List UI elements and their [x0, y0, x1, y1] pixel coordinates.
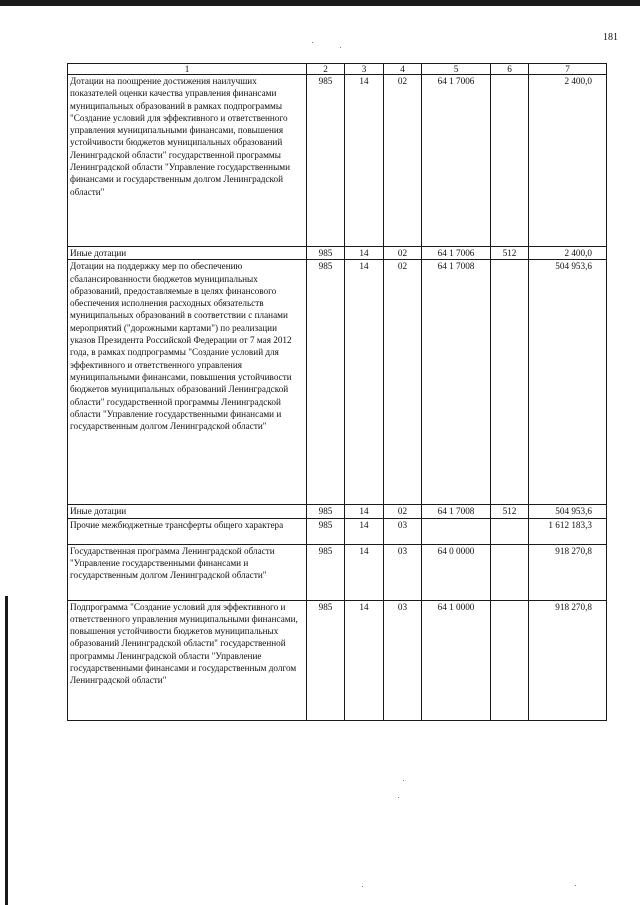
table-row	[68, 600, 607, 720]
cell-subsection: 02	[384, 505, 422, 518]
cell-ministry-code: 985	[307, 247, 345, 260]
scan-speck	[340, 47, 341, 48]
cell-target-article: 64 0 0000	[422, 544, 491, 600]
cell-section: 14	[345, 260, 384, 505]
cell-amount: 918 270,8	[529, 600, 607, 720]
column-header: 4	[384, 64, 422, 75]
cell-amount: 2 400,0	[529, 75, 607, 247]
scan-speck	[403, 780, 404, 781]
cell-expense-type	[491, 75, 529, 247]
cell-section: 14	[345, 75, 384, 247]
table-row	[68, 544, 607, 600]
cell-amount: 918 270,8	[529, 544, 607, 600]
cell-subsection: 02	[384, 247, 422, 260]
cell-target-article: 64 1 7008	[422, 505, 491, 518]
cell-ministry-code: 985	[307, 600, 345, 720]
scan-left-margin-mark	[5, 596, 8, 905]
cell-target-article: 64 1 0000	[422, 600, 491, 720]
cell-expense-type	[491, 544, 529, 600]
cell-ministry-code: 985	[307, 505, 345, 518]
cell-target-article: 64 1 7006	[422, 75, 491, 247]
row-name: Подпрограмма "Создание условий для эффективного и ответственного управления муниципальными финансами, повышения устойчивости бюджетов муниципальных образований Ленинградской области" государственной программы Ленинградской области "Управление государственными финансами и государственным долгом Ленинградской области"	[68, 600, 307, 720]
table-header-row	[68, 64, 607, 75]
cell-subsection: 03	[384, 518, 422, 544]
cell-ministry-code: 985	[307, 518, 345, 544]
table-row	[68, 247, 607, 260]
cell-expense-type	[491, 518, 529, 544]
table-row	[68, 260, 607, 505]
row-name: Иные дотации	[68, 505, 307, 518]
table-row	[68, 518, 607, 544]
cell-section: 14	[345, 518, 384, 544]
scan-speck	[398, 797, 399, 798]
cell-target-article	[422, 518, 491, 544]
column-header: 7	[529, 64, 607, 75]
cell-ministry-code: 985	[307, 260, 345, 505]
cell-expense-type	[491, 260, 529, 505]
cell-section: 14	[345, 505, 384, 518]
cell-amount: 2 400,0	[529, 247, 607, 260]
column-header: 2	[307, 64, 345, 75]
row-name: Прочие межбюджетные трансферты общего характера	[68, 518, 307, 544]
row-name: Иные дотации	[68, 247, 307, 260]
row-name: Государственная программа Ленинградской области "Управление государственными финансами и государственным долгом Ленинградской области"	[68, 544, 307, 600]
cell-subsection: 03	[384, 544, 422, 600]
cell-target-article: 64 1 7006	[422, 247, 491, 260]
cell-section: 14	[345, 247, 384, 260]
scan-speck	[575, 885, 576, 886]
cell-subsection: 03	[384, 600, 422, 720]
scan-top-border	[0, 0, 640, 6]
cell-expense-type	[491, 600, 529, 720]
row-name: Дотации на поощрение достижения наилучших показателей оценки качества управления финансами муниципальных образований в рамках подпрограммы "Создание условий для эффективного и ответственного управления муниципальными финансами, повышения устойчивости бюджетов муниципальных образований Ленинградской области" государственной программы Ленинградской области "Управление государственными финансами и государственным долгом Ленинградской области"	[68, 75, 307, 247]
scan-speck	[362, 886, 363, 887]
cell-amount: 1 612 183,3	[529, 518, 607, 544]
column-header: 5	[422, 64, 491, 75]
scan-speck	[312, 42, 313, 43]
column-header: 1	[68, 64, 307, 75]
cell-expense-type: 512	[491, 247, 529, 260]
cell-amount: 504 953,6	[529, 505, 607, 518]
cell-section: 14	[345, 600, 384, 720]
cell-ministry-code: 985	[307, 544, 345, 600]
cell-target-article: 64 1 7008	[422, 260, 491, 505]
cell-subsection: 02	[384, 75, 422, 247]
cell-amount: 504 953,6	[529, 260, 607, 505]
column-header: 3	[345, 64, 384, 75]
cell-section: 14	[345, 544, 384, 600]
page-number: 181	[603, 32, 618, 43]
cell-ministry-code: 985	[307, 75, 345, 247]
table-row	[68, 505, 607, 518]
cell-subsection: 02	[384, 260, 422, 505]
row-name: Дотации на поддержку мер по обеспечению сбалансированности бюджетов муниципальных образований, предоставляемые в целях финансового обеспечения исполнения расходных обязательств муниципальных образований в соответствии с планами мероприятий ("дорожными картами") по реализации указов Президента Российской Федерации от 7 мая 2012 года, в рамках подпрограммы "Создание условий для эффективного и ответственного управления муниципальными финансами, повышения устойчивости бюджетов муниципальных образований Ленинградской области" государственной программы Ленинградской области "Управление государственными финансами и государственным долгом Ленинградской области"	[68, 260, 307, 505]
table-row	[68, 75, 607, 247]
cell-expense-type: 512	[491, 505, 529, 518]
column-header: 6	[491, 64, 529, 75]
budget-table	[67, 63, 607, 721]
